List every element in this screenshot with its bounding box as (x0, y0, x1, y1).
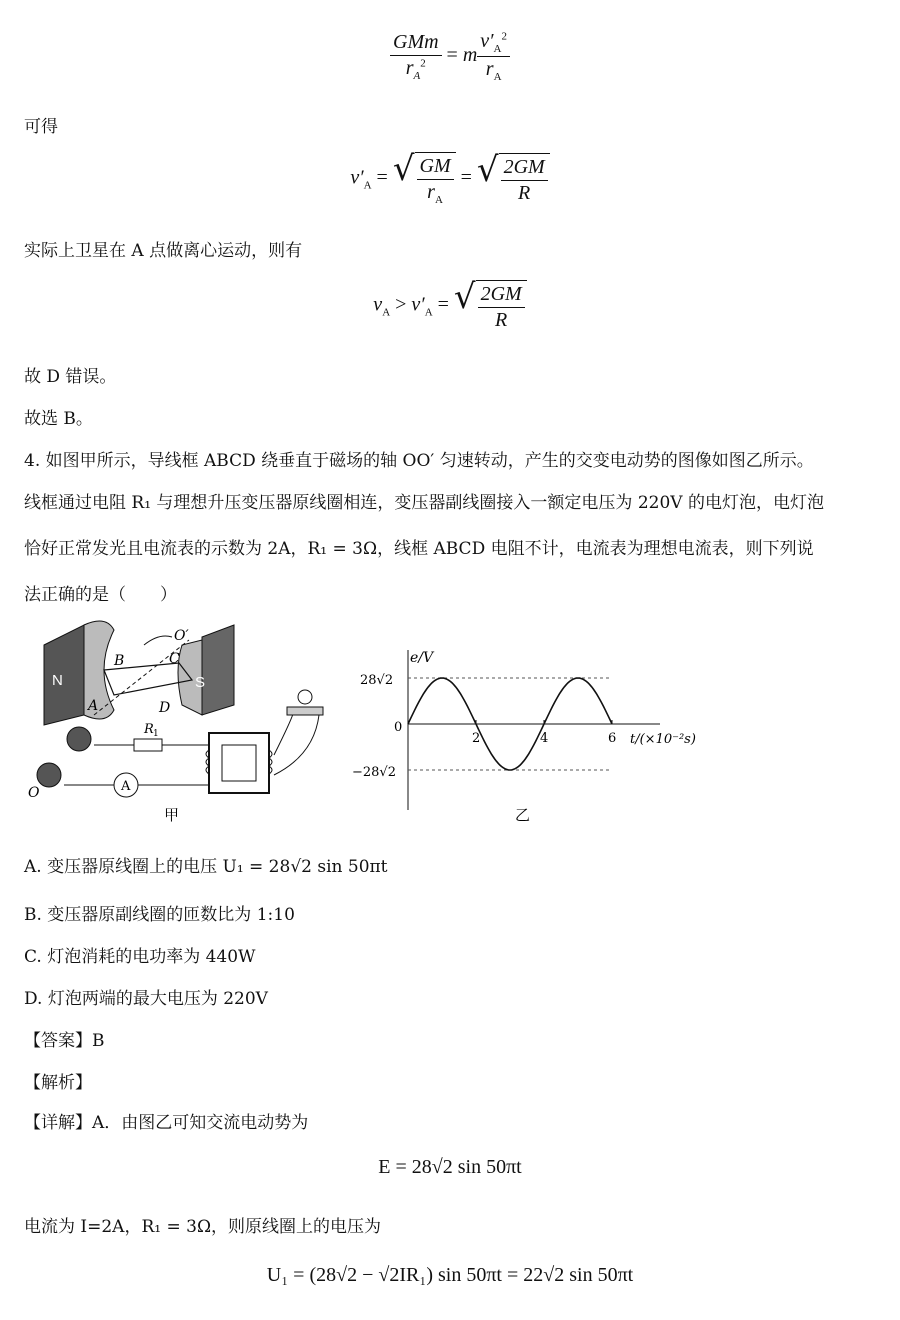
x-tick-label-6: 6 (608, 731, 617, 746)
light-bulb-icon (298, 690, 312, 704)
label-oprime: O′ (174, 628, 189, 644)
equation-velocity: $v'_A$ = √ $\frac{GM}{r_A}$ = √ $\frac{2GM}{R}$ (0, 152, 900, 206)
analysis-line: 【解析】 (24, 1073, 92, 1093)
x-axis-label: t/(×10⁻²s) (630, 732, 696, 747)
rotation-arrow (144, 636, 172, 645)
detail-line: 【详解】A．由图乙可知交流电动势为 (24, 1113, 309, 1133)
label-o: O (28, 785, 40, 801)
magnet-s-side (202, 625, 234, 715)
option-a: A. 变压器原线圈上的电压 U₁ = 28√2 sin 50πt (24, 857, 388, 877)
label-b: B (114, 653, 125, 669)
equation-u1: U₁ = (28√2 − √2IR₁) sin 50πt = 22√2 sin 50πt (266, 1264, 634, 1286)
text-choose-b: 故选 B。 (24, 409, 93, 429)
chart-layer (408, 650, 660, 810)
x-tick-label-4: 4 (540, 731, 549, 746)
label-r1-sub: 1 (153, 729, 159, 739)
slip-ring-2 (37, 763, 61, 787)
caption-yi: 乙 (515, 806, 531, 824)
question-line-4: 法正确的是（ ） (24, 585, 177, 605)
option-d: D. 灯泡两端的最大电压为 220V (24, 989, 268, 1009)
equation-inequality: $v_A > v'_A$ = √ $\frac{2GM}{R}$ (0, 280, 900, 332)
y-axis-label: e/V (410, 650, 434, 666)
question-line-2: 线框通过电阻 R₁ 与理想升压变压器原线圈相连，变压器副线圈接入一额定电压为 220V 的电灯泡，电灯泡 (24, 493, 824, 513)
label-c: C (169, 651, 180, 667)
answer-line: 【答案】B (24, 1031, 105, 1051)
caption-jia: 甲 (164, 806, 180, 824)
magnet-s-label: S (195, 674, 206, 691)
text-d-wrong: 故 D 错误。 (24, 367, 117, 387)
magnet-n-side (44, 625, 84, 725)
slip-ring-1 (67, 727, 91, 751)
ammeter-label: A (121, 779, 131, 794)
y-tick-top: 28√2 (360, 673, 394, 688)
origin-label: 0 (394, 720, 403, 735)
generator-circuit-figure (14, 615, 344, 830)
transformer-core (209, 733, 269, 793)
label-r1: R (144, 722, 154, 737)
x-tick-label-2: 2 (472, 731, 481, 746)
wire-6 (274, 715, 319, 775)
equation-e: E = 28√2 sin 50πt (378, 1156, 522, 1178)
option-b: B. 变压器原副线圈的匝数比为 1:10 (24, 905, 295, 925)
current-line: 电流为 I=2A，R₁ = 3Ω，则原线圈上的电压为 (24, 1217, 382, 1237)
text-actual: 实际上卫星在 A 点做离心运动，则有 (24, 241, 303, 261)
wire-5 (274, 710, 294, 755)
equation-gravity: $\frac{\text{GMm}}{r_A^2}$ = m $\frac{v'_A^2}{r_A}$ (0, 30, 900, 83)
transformer-window (222, 745, 256, 781)
text-kede: 可得 (24, 117, 58, 137)
emf-chart (350, 630, 710, 830)
label-a: A (88, 698, 99, 714)
resistor-r1 (134, 739, 162, 751)
option-c: C. 灯泡消耗的电功率为 440W (24, 947, 256, 967)
y-tick-bottom: −28√2 (352, 765, 396, 780)
question-line-1: 4. 如图甲所示，导线框 ABCD 绕垂直于磁场的轴 OO′ 匀速转动，产生的交变电动势的图像如图乙所示。 (24, 451, 814, 471)
lamp-base (287, 707, 323, 715)
label-d: D (159, 700, 171, 716)
question-line-3: 恰好正常发光且电流表的示数为 2A，R₁ = 3Ω，线框 ABCD 电阻不计，电流表为理想电流表，则下列说 (24, 539, 814, 559)
magnet-n-label: N (52, 672, 63, 689)
